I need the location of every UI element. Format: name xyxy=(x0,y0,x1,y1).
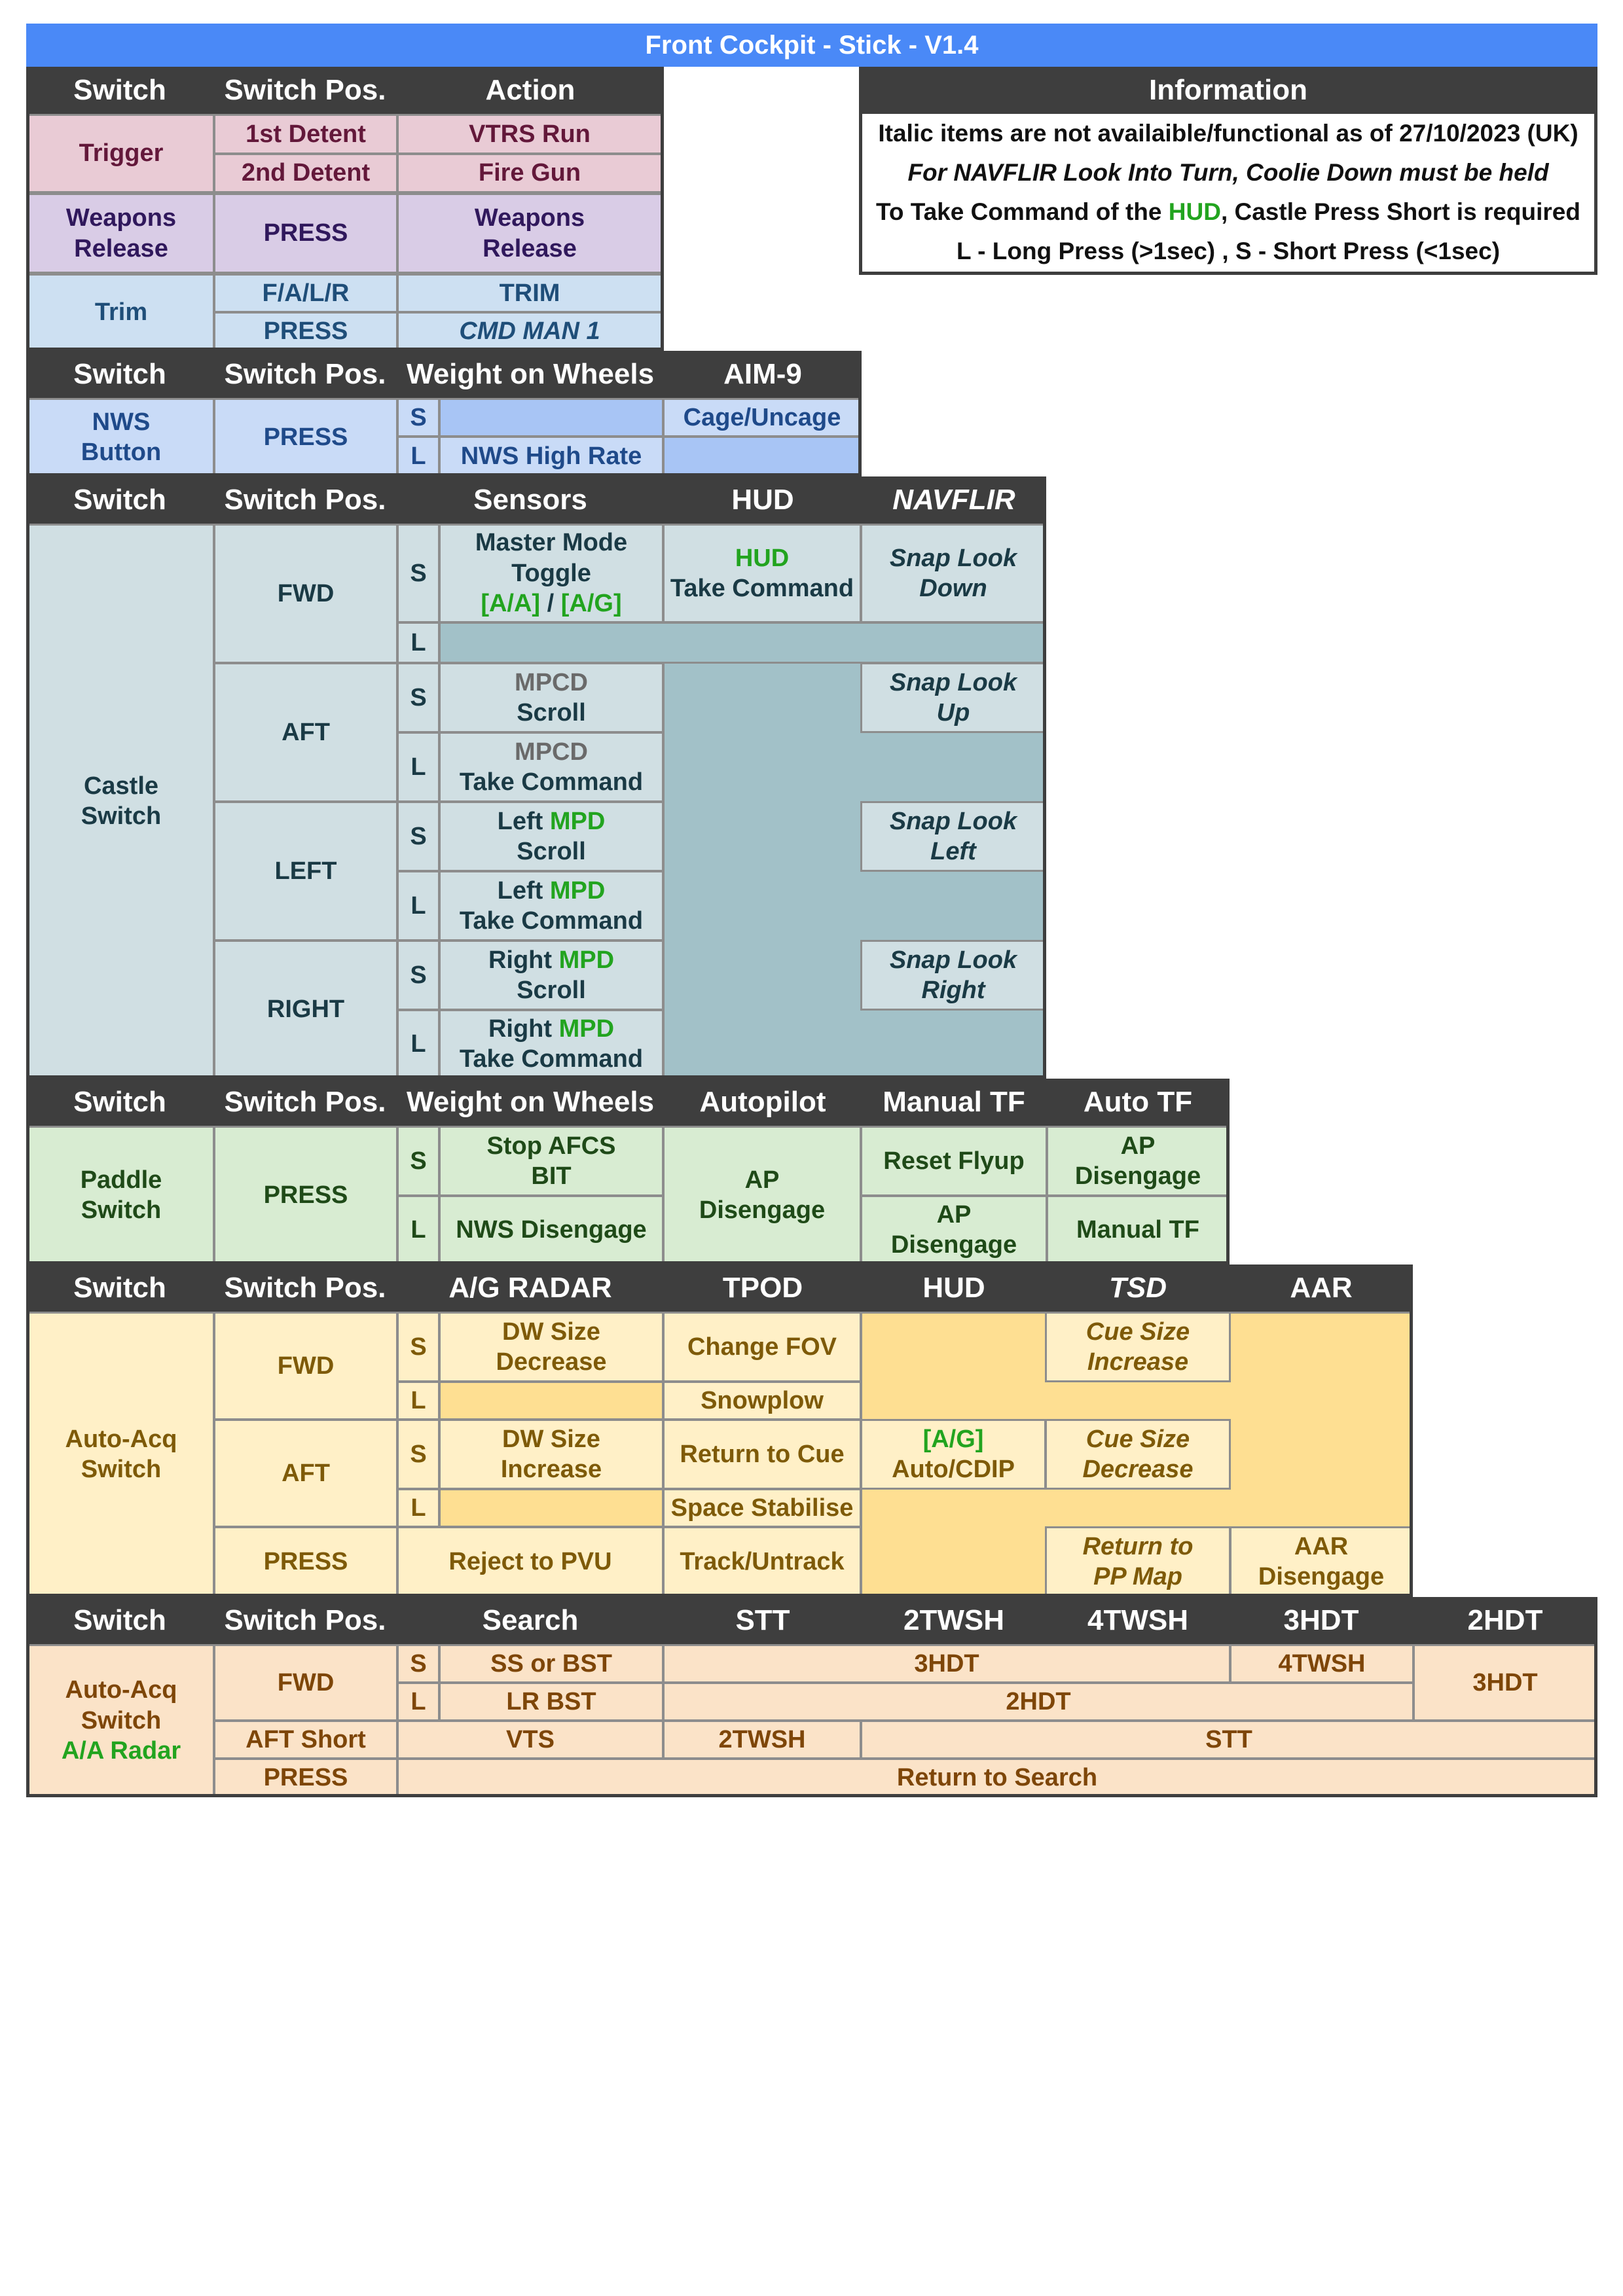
castle-aft-s-sensors xyxy=(439,662,664,733)
castle-pos-aft: AFT xyxy=(213,662,398,802)
castle-right-l-sensors xyxy=(439,1009,664,1079)
autoacq-ag-press-radar: Reject to PVU xyxy=(397,1526,664,1597)
left-scroll: Scroll xyxy=(517,838,586,865)
right-take-command: Take Command xyxy=(459,1045,644,1073)
autoacq-ag-fwd-s-tsd: Cue Size Increase xyxy=(1045,1312,1231,1382)
mpd-word: MPD xyxy=(558,1014,615,1043)
autoacq-aa-aft-stt: 2TWSH xyxy=(663,1720,862,1759)
header-aim-9: AIM-9 xyxy=(664,351,862,398)
castle-fwd-s-sensors xyxy=(439,524,664,623)
master-mode-text: Master Mode Toggle xyxy=(475,529,628,587)
autoacq-aa-press-all: Return to Search xyxy=(397,1758,1597,1797)
autoacq-aa-fwd-l-stt-to-3hdt: 2HDT xyxy=(663,1682,1414,1721)
trim-pos-falr: F/A/L/R xyxy=(213,274,398,313)
header-action: Action xyxy=(397,67,664,114)
switch-paddle: Paddle Switch xyxy=(27,1126,215,1265)
nws-l-aim9-empty xyxy=(663,436,862,476)
info-line3-hud: HUD xyxy=(1168,198,1221,226)
header-switch: Switch xyxy=(26,1265,213,1312)
header-2twsh: 2TWSH xyxy=(862,1597,1046,1644)
switch-auto-acq-ag: Auto-Acq Switch xyxy=(27,1312,215,1597)
weapons-pos-press: PRESS xyxy=(213,193,398,274)
mpd-word: MPD xyxy=(549,807,606,835)
header-4twsh: 4TWSH xyxy=(1046,1597,1230,1644)
nws-l-marker: L xyxy=(397,436,440,476)
autoacq-ag-aft-s-radar: DW Size Increase xyxy=(439,1419,664,1490)
autoacq-ag-fwd-l-marker: L xyxy=(397,1381,440,1420)
left-word: Left xyxy=(497,876,550,905)
mode-ag: [A/G] xyxy=(560,590,622,618)
header-2hdt: 2HDT xyxy=(1413,1597,1597,1644)
autoacq-ag-aft-l-marker: L xyxy=(397,1488,440,1528)
nws-pos-press: PRESS xyxy=(213,398,398,476)
castle-pos-fwd: FWD xyxy=(213,524,398,664)
page-title: Front Cockpit - Stick - V1.4 xyxy=(26,24,1597,67)
header-switch-pos: Switch Pos. xyxy=(213,67,397,114)
info-line-navflir: For NAVFLIR Look Into Turn, Coolie Down must be held xyxy=(859,153,1597,192)
castle-pos-right: RIGHT xyxy=(213,940,398,1079)
castle-aft-s-marker: S xyxy=(397,662,440,733)
trigger-pos-2nd-detent: 2nd Detent xyxy=(213,153,398,193)
autoacq-ag-fwd-s-marker: S xyxy=(397,1312,440,1382)
header-switch-pos: Switch Pos. xyxy=(213,351,397,398)
header-weight-on-wheels: Weight on Wheels xyxy=(397,351,664,398)
paddle-s-wow: Stop AFCS BIT xyxy=(439,1126,664,1196)
hud-ag-mode: [A/G] xyxy=(922,1425,984,1453)
mpcd-take-command: Take Command xyxy=(459,768,644,796)
autoacq-aa-fwd-l-search: LR BST xyxy=(439,1682,664,1721)
info-header: Information xyxy=(859,67,1597,114)
info-line-press-legend: L - Long Press (>1sec) , S - Short Press (<1sec) xyxy=(859,232,1597,271)
header-autopilot: Autopilot xyxy=(664,1079,862,1126)
paddle-l-wow: NWS Disengage xyxy=(439,1195,664,1265)
header-hud: HUD xyxy=(862,1265,1046,1312)
autoacq-aa-pos-press: PRESS xyxy=(213,1758,398,1797)
autoacq-ag-press-tsd: Return to PP Map xyxy=(1045,1526,1231,1597)
mpcd-word: MPCD xyxy=(515,668,588,696)
switch-auto-acq-aa xyxy=(27,1644,215,1797)
info-line-italic-note: Italic items are not availaible/functional as of 27/10/2023 (UK) xyxy=(859,114,1597,153)
castle-left-s-marker: S xyxy=(397,801,440,872)
mpd-word: MPD xyxy=(549,876,606,905)
autoacq-ag-fwd-l-tpod: Snowplow xyxy=(663,1381,862,1420)
autoacq-ag-fwd-l-radar-empty xyxy=(439,1381,664,1420)
trigger-action-fire-gun: Fire Gun xyxy=(397,153,663,193)
autoacq-ag-aft-s-tpod: Return to Cue xyxy=(663,1419,862,1490)
trim-action-cmd-man-1: CMD MAN 1 xyxy=(397,312,663,351)
switch-trigger: Trigger xyxy=(27,114,215,193)
castle-aft-l-sensors xyxy=(439,732,664,802)
castle-fwd-s-navflir: Snap Look Down xyxy=(860,524,1046,623)
castle-aft-l-marker: L xyxy=(397,732,440,802)
header-switch: Switch xyxy=(26,67,213,114)
castle-right-s-sensors xyxy=(439,940,664,1011)
autoacq-ag-fwd-s-radar: DW Size Decrease xyxy=(439,1312,664,1382)
trigger-pos-1st-detent: 1st Detent xyxy=(213,114,398,154)
trim-pos-press: PRESS xyxy=(213,312,398,351)
castle-aft-s-navflir: Snap Look Up xyxy=(860,662,1046,733)
auto-acq-aa-name: Auto-Acq Switch xyxy=(65,1676,177,1734)
info-line3-pre: To Take Command of the xyxy=(876,198,1169,226)
aa-radar-label: A/A Radar xyxy=(61,1737,181,1765)
header-switch-pos: Switch Pos. xyxy=(213,1079,397,1126)
castle-pos-left: LEFT xyxy=(213,801,398,941)
paddle-autopilot: AP Disengage xyxy=(663,1126,862,1265)
mpd-word: MPD xyxy=(558,946,615,974)
autoacq-ag-aft-l-tpod: Space Stabilise xyxy=(663,1488,862,1528)
info-line-hud-command xyxy=(859,192,1597,232)
hud-word: HUD xyxy=(735,544,790,572)
autoacq-aa-aft-search: VTS xyxy=(397,1720,664,1759)
autoacq-aa-fwd-s-3hdt: 4TWSH xyxy=(1230,1644,1414,1683)
right-scroll: Scroll xyxy=(517,977,586,1004)
header-switch-pos: Switch Pos. xyxy=(213,476,397,524)
castle-left-l-sensors xyxy=(439,870,664,941)
castle-left-l-marker: L xyxy=(397,870,440,941)
autoacq-ag-fwd-s-tpod: Change FOV xyxy=(663,1312,862,1382)
right-word: Right xyxy=(488,946,559,974)
castle-right-s-navflir: Snap Look Right xyxy=(860,940,1046,1011)
switch-castle: Castle Switch xyxy=(27,524,215,1079)
nws-s-aim9-cage: Cage/Uncage xyxy=(663,398,862,437)
mode-slash: / xyxy=(540,590,561,618)
header-sensors: Sensors xyxy=(397,476,664,524)
castle-fwd-s-marker: S xyxy=(397,524,440,623)
header-switch: Switch xyxy=(26,1079,213,1126)
header-weight-on-wheels: Weight on Wheels xyxy=(397,1079,664,1126)
header-hud: HUD xyxy=(664,476,862,524)
paddle-s-marker: S xyxy=(397,1126,440,1196)
header-aar: AAR xyxy=(1230,1265,1413,1312)
weapons-action-release: Weapons Release xyxy=(397,193,663,274)
castle-fwd-l-marker: L xyxy=(397,622,440,664)
autoacq-ag-aft-s-marker: S xyxy=(397,1419,440,1490)
autoacq-ag-press-aar: AAR Disengage xyxy=(1230,1526,1413,1597)
autoacq-ag-pos-press: PRESS xyxy=(213,1526,398,1597)
autoacq-aa-aft-rest: STT xyxy=(860,1720,1597,1759)
autoacq-ag-press-tpod: Track/Untrack xyxy=(663,1526,862,1597)
switch-weapons-release: Weapons Release xyxy=(27,193,215,274)
nws-l-wow-high-rate: NWS High Rate xyxy=(439,436,664,476)
left-word: Left xyxy=(497,807,550,835)
autoacq-aa-pos-aft-short: AFT Short xyxy=(213,1720,398,1759)
mpcd-word: MPCD xyxy=(515,738,588,766)
autoacq-aa-fwd-s-search: SS or BST xyxy=(439,1644,664,1683)
castle-left-s-navflir: Snap Look Left xyxy=(860,801,1046,872)
info-line3-post: , Castle Press Short is required xyxy=(1220,198,1580,226)
header-tpod: TPOD xyxy=(664,1265,862,1312)
castle-right-l-marker: L xyxy=(397,1009,440,1079)
castle-right-s-marker: S xyxy=(397,940,440,1011)
castle-left-s-sensors xyxy=(439,801,664,872)
autoacq-ag-aft-s-tsd: Cue Size Decrease xyxy=(1045,1419,1231,1490)
autoacq-aa-fwd-s-stt-to-4twsh: 3HDT xyxy=(663,1644,1231,1683)
header-manual-tf: Manual TF xyxy=(862,1079,1046,1126)
autoacq-ag-pos-fwd: FWD xyxy=(213,1312,398,1420)
header-ag-radar: A/G RADAR xyxy=(397,1265,664,1312)
autoacq-aa-fwd-s-marker: S xyxy=(397,1644,440,1683)
switch-trim: Trim xyxy=(27,274,215,351)
header-tsd: TSD xyxy=(1046,1265,1230,1312)
header-auto-tf: Auto TF xyxy=(1046,1079,1230,1126)
mpcd-scroll: Scroll xyxy=(517,699,586,726)
header-switch: Switch xyxy=(26,351,213,398)
nws-s-wow-empty xyxy=(439,398,664,437)
paddle-s-manual-tf: Reset Flyup xyxy=(860,1126,1048,1196)
hud-auto-cdip: Auto/CDIP xyxy=(892,1456,1015,1483)
header-switch-pos: Switch Pos. xyxy=(213,1265,397,1312)
header-search: Search xyxy=(397,1597,664,1644)
header-switch: Switch xyxy=(26,476,213,524)
paddle-s-auto-tf: AP Disengage xyxy=(1046,1126,1230,1196)
autoacq-aa-fwd-2hdt: 3HDT xyxy=(1413,1644,1597,1721)
trigger-action-vtrs-run: VTRS Run xyxy=(397,114,663,154)
hud-take-command: Take Command xyxy=(670,575,854,602)
paddle-l-manual-tf: AP Disengage xyxy=(860,1195,1048,1265)
left-take-command: Take Command xyxy=(459,907,644,935)
castle-fwd-l-empty xyxy=(439,622,1046,664)
autoacq-ag-pos-aft: AFT xyxy=(213,1419,398,1528)
nws-s-marker: S xyxy=(397,398,440,437)
header-3hdt: 3HDT xyxy=(1230,1597,1413,1644)
autoacq-ag-aft-s-hud xyxy=(860,1419,1046,1490)
header-switch-pos: Switch Pos. xyxy=(213,1597,397,1644)
mode-aa: [A/A] xyxy=(481,590,541,618)
switch-nws-button: NWS Button xyxy=(27,398,215,476)
paddle-l-auto-tf: Manual TF xyxy=(1046,1195,1230,1265)
trim-action-trim: TRIM xyxy=(397,274,663,313)
paddle-l-marker: L xyxy=(397,1195,440,1265)
castle-fwd-s-hud xyxy=(663,524,862,623)
paddle-pos-press: PRESS xyxy=(213,1126,398,1265)
header-navflir: NAVFLIR xyxy=(862,476,1046,524)
right-word: Right xyxy=(488,1014,559,1043)
header-stt: STT xyxy=(664,1597,862,1644)
autoacq-ag-aft-l-radar-empty xyxy=(439,1488,664,1528)
autoacq-aa-pos-fwd: FWD xyxy=(213,1644,398,1721)
header-switch: Switch xyxy=(26,1597,213,1644)
autoacq-aa-fwd-l-marker: L xyxy=(397,1682,440,1721)
